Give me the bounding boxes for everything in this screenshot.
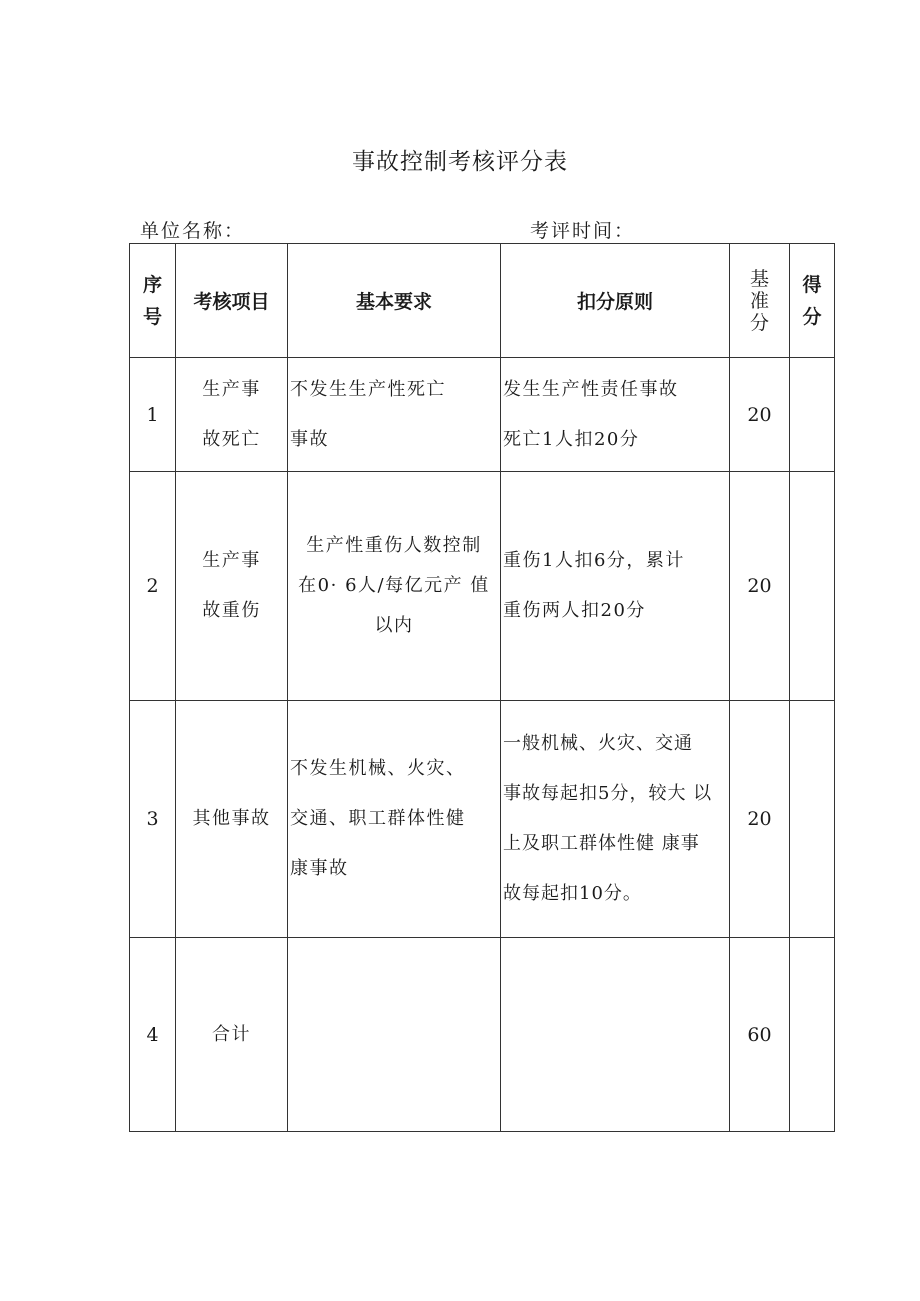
header-seq-char: 号 (142, 305, 162, 328)
table-row (130, 701, 835, 938)
row-base-score: 60 (730, 938, 790, 1132)
row-deduction (501, 701, 730, 938)
row-deduction-line: 上及职工群体性健 康事 (503, 833, 700, 854)
row-base-score: 20 (730, 472, 790, 701)
row-score[interactable] (790, 472, 835, 701)
row-requirement-line: 在0· 6人/每亿元产 值 (298, 575, 490, 596)
row-deduction-line: 重伤两人扣20分 (503, 600, 646, 621)
header-base-char: 基 (749, 267, 769, 290)
table-row-total (130, 938, 835, 1132)
header-score-char: 得 (802, 273, 822, 296)
page-title: 事故控制考核评分表 (352, 149, 568, 175)
row-deduction-line: 死亡1人扣20分 (503, 428, 640, 450)
row-requirement-line: 事故 (290, 428, 329, 450)
score-table (129, 243, 835, 1132)
row-deduction-line: 发生生产性责任事故 (503, 378, 679, 400)
row-requirement-line: 康事故 (290, 858, 349, 879)
table-row (130, 472, 835, 701)
header-seq-char: 序 (142, 273, 162, 296)
row-item-line: 其他事故 (192, 808, 271, 829)
row-item-line: 生产事 (202, 550, 261, 571)
row-base-score: 20 (730, 701, 790, 938)
row-deduction (501, 472, 730, 701)
row-deduction-line: 故每起扣10分。 (503, 883, 642, 904)
row-deduction-line: 事故每起扣5分，较大 以 (503, 783, 713, 804)
row-base-score: 20 (730, 358, 790, 472)
row-requirement-line: 交通、职工群体性健 (290, 808, 466, 829)
row-requirement-line: 不发生机械、火灾、 (290, 758, 466, 779)
row-requirement-line: 不发生生产性死亡 (290, 378, 446, 400)
header-item: 考核项目 (176, 244, 288, 358)
row-seq: 4 (130, 938, 176, 1132)
table-row (130, 358, 835, 472)
row-item-line: 故重伤 (202, 600, 261, 621)
row-requirement-line: 生产性重伤人数控制 (306, 535, 482, 556)
row-requirement (288, 701, 501, 938)
row-requirement (288, 938, 501, 1132)
row-deduction (501, 938, 730, 1132)
row-score[interactable] (790, 358, 835, 472)
header-base-char: 准 (749, 289, 769, 312)
header-score-char: 分 (802, 305, 822, 328)
row-deduction (501, 358, 730, 472)
header-base-char: 分 (749, 311, 769, 334)
row-seq: 2 (130, 472, 176, 701)
row-item (176, 938, 288, 1132)
row-score[interactable] (790, 701, 835, 938)
evaluation-time-label: 考评时间： (530, 220, 636, 242)
header-score (790, 244, 835, 358)
header-base-score (730, 244, 790, 358)
row-seq: 1 (130, 358, 176, 472)
unit-name-label: 单位名称： (140, 220, 246, 242)
row-requirement-line: 以内 (374, 615, 414, 636)
row-item-line: 生产事 (202, 378, 261, 400)
row-item (176, 701, 288, 938)
row-requirement (288, 472, 501, 701)
header-requirement: 基本要求 (288, 244, 501, 358)
row-deduction-line: 重伤1人扣6分，累计 (503, 550, 685, 571)
row-item-line: 故死亡 (202, 428, 261, 450)
header-seq (130, 244, 176, 358)
row-item (176, 472, 288, 701)
row-item-line: 合计 (212, 1023, 251, 1045)
row-deduction-line: 一般机械、火灾、交通 (503, 733, 693, 754)
header-deduction: 扣分原则 (501, 244, 730, 358)
row-seq: 3 (130, 701, 176, 938)
row-requirement (288, 358, 501, 472)
row-score[interactable] (790, 938, 835, 1132)
row-item (176, 358, 288, 472)
table-header-row (130, 244, 835, 358)
